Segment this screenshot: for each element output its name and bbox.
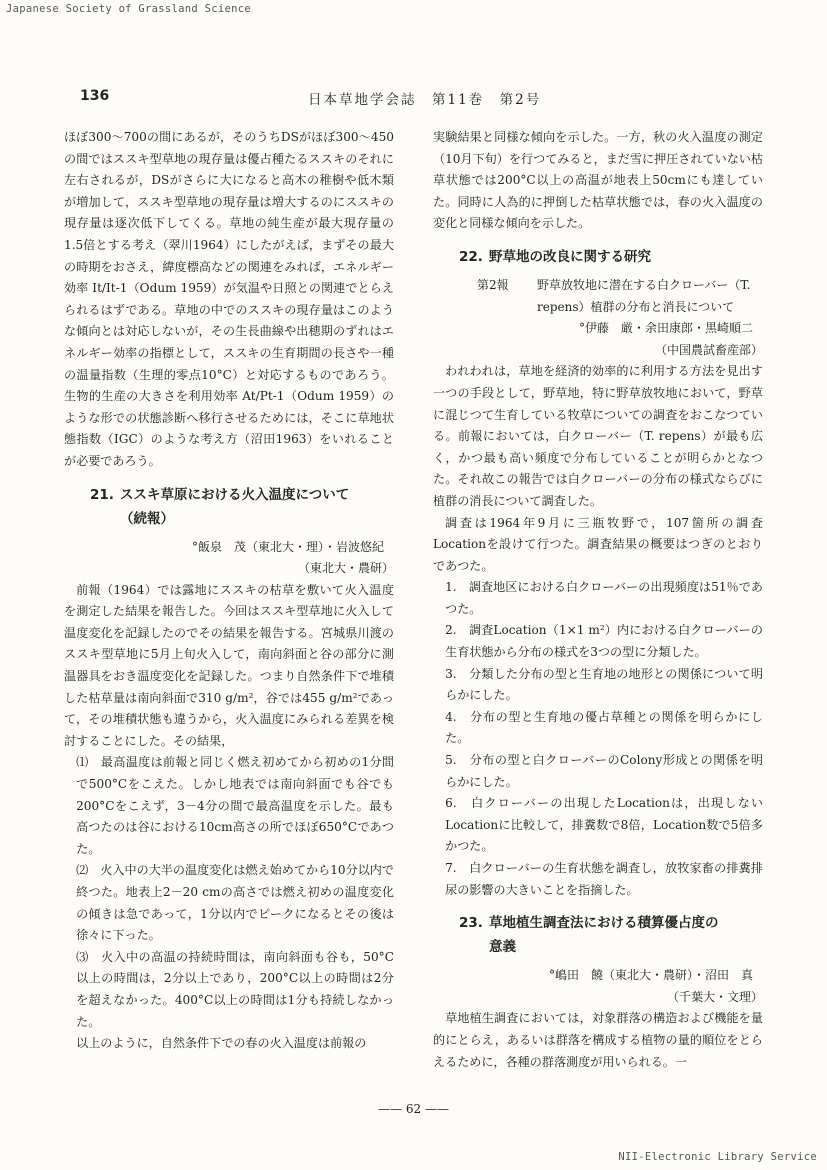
affiliation: （中国農試畜産部） [654,342,763,357]
right-column [433,127,763,1073]
section-heading: 草地植生調査法における積算優占度の意義 [489,915,719,956]
affiliation: （千葉大・文理） [666,989,763,1004]
list-item: 4. 分布の型と生育地の優占草種との関係を明らかにした。 [445,709,763,746]
section-22-title [433,245,763,269]
paragraph: 調査は1964年9月に三瓶牧野で，107箇所の調査Locationを設けて行つた。調査結果の概要はつぎのとおりであつた。 [433,515,763,573]
watermark-bottom: NII-Electronic Library Service [618,1151,817,1163]
list-item: 5. 分布の型と白クローバーのColony形成との関係を明らかにした。 [445,753,763,789]
page-header [0,88,827,110]
list-item: ⑵ 火入中の大半の温度変化は燃え始めてから10分以内で終つた。地表上2－20 cmの高さでは燃え初めの温度変化の傾きは急であって，1分以内でピークになるとその後は徐々に下った。 [76,863,394,943]
section-heading: ススキ草原における火入温度について（続報） [120,486,350,527]
section-23-title [433,911,763,959]
paragraph: ほぼ300～700の間にあるが，そのうちDSがほぼ300～450の間ではススキ型草地の現存量は優占種たるススキのそれに左右されるが，DSがさらに大になると高木の稚樹や低木類が増加して，ススキ型草地の現存量は増大するのにススキの現存量は逐次低下してくる。草地の純生産が最大現存量の1.5倍とする考え（翠川1964）にしたがえば，まずその最大の時期をおさえ，緯度標高などの関連をみれば，エネルギー効率 It/It-1（Odum 1959）が気温や日照との関連でとらえられるはずである。草地の中でのススキの現存量はこのような傾向とは対応しないが，その生長曲線や出穂期のずれはエネルギー効率の指標として，ススキの生育期間の長さや一種の温量指数（生理的零点10°C）と対応するものであろう。生物的生産の大きさを利用効率 At/Pt-1（Odum 1959）のような形での状態診断へ移行させるためには，そこに草地状態指数（IGC）のような考え方（沼田1963）をいれることが必要であろう。 [64,130,394,468]
affiliation: （東北大・農研） [297,561,394,576]
paragraph: 前報（1964）では露地にススキの枯草を敷いて火入温度を測定した結果を報告した。今回はススキ型草地に火入して温度変化を記録したのでその結果を報告する。宮城県川渡のススキ型草地に5月上旬火入して，南向斜面と谷の部分に測温器具をおき温度変化を記録した。つまり自然条件下で堆積した枯草量は南向斜面で310 g/m²，谷では455 g/m²であって，その堆積状態も違うから，火入温度にみられる差異を検討することにした。その結果， [64,582,394,748]
left-column [64,127,394,1055]
authors: °飯泉 茂（東北大・理）・岩波悠紀 [191,539,384,554]
list-item: 3. 分類した分布の型と生育地の地形との関係について明らかにした。 [445,666,763,703]
section-22-subtitle [433,275,763,318]
list-item: 7. 白クローバーの生育状態を調査し，放牧家畜の排糞排尿の影響の大きいことを指摘した。 [445,861,763,897]
subtitle-text: 野草放牧地に潜在する白クローバー（T. repens）植群の分布と消長について [537,277,751,314]
section-number: 22. [459,248,483,265]
authors: °伊藤 厳・余田康郎・黒崎順二 [578,321,753,336]
paragraph: 以上のように，自然条件下での春の火入温度は前報の [76,1036,367,1051]
section-21-title [64,483,394,531]
journal-title: 日本草地学会誌 第11巻 第2号 [308,92,542,108]
section-number: 23. [459,915,483,932]
paragraph: 草地植生調査においては，対象群落の構造および機能を量的にとらえ，あるいは群落を構成する植物の量的順位をとらえるために，各種の群落測度が用いられる。一 [433,1011,763,1069]
section-number: 21. [90,486,114,503]
paragraph: われわれは，草地を経済的効率的に利用する方法を見出す一つの手段として，野草地，特に野草放牧地において，野草に混じつて生育している牧草についての調査をおこなつている。前報においては，白クローバー（T. repens）が最も広く，かつ最も高い頻度で分布していることが明らかとなつた。それ故この報告では白クローバーの分布の様式ならびに植群の消長について調査した。 [433,364,763,508]
section-heading: 野草地の改良に関する研究 [489,248,651,265]
list-item: 1. 調査地区における白クローバーの出現頻度は51％であつた。 [445,580,763,616]
list-item: 2. 調査Location（1×1 m²）内における白クローバーの生育状態から分布の様式を3つの型に分類した。 [445,623,763,660]
footer-page-number: —— 62 —— [378,1102,449,1116]
authors: °嶋田 饒（東北大・農研）・沼田 真 [548,968,753,983]
list-item: ⑴ 最高温度は前報と同じく燃え初めてから初めの1分間で500°Cをこえた。しかし地表では南向斜面でも谷でも200°Cをこえず，3－4分の間で最高温度を示した。最も高つたのは谷における10cm高さの所でほぼ650°Cであつた。 [76,755,394,856]
list-item: ⑶ 火入中の高温の持続時間は，南向斜面も谷も，50°C以上の時間は，2分以上であり，200°C以上の時間は2分を超えなかった。400°C以上の時間は1分も持続しなかった。 [76,949,394,1029]
report-label: 第2報 [477,277,509,292]
page-number: 136 [80,88,110,104]
paragraph: 実験結果と同様な傾向を示した。一方，秋の火入温度の測定（10月下旬）を行つてみると，まだ雪に押圧されていない枯草状態では200°C以上の高温が地表上50cmにも達していた。同時に人為的に押倒した枯草状態では，春の火入温度の変化と同様な傾向を示した。 [433,130,763,231]
watermark-top: Japanese Society of Grassland Science [6,3,251,15]
list-item: 6. 白クローバーの出現したLocationは，出現しないLocationに比較して，排糞数で8倍，Location数で5倍多かつた。 [445,796,763,854]
